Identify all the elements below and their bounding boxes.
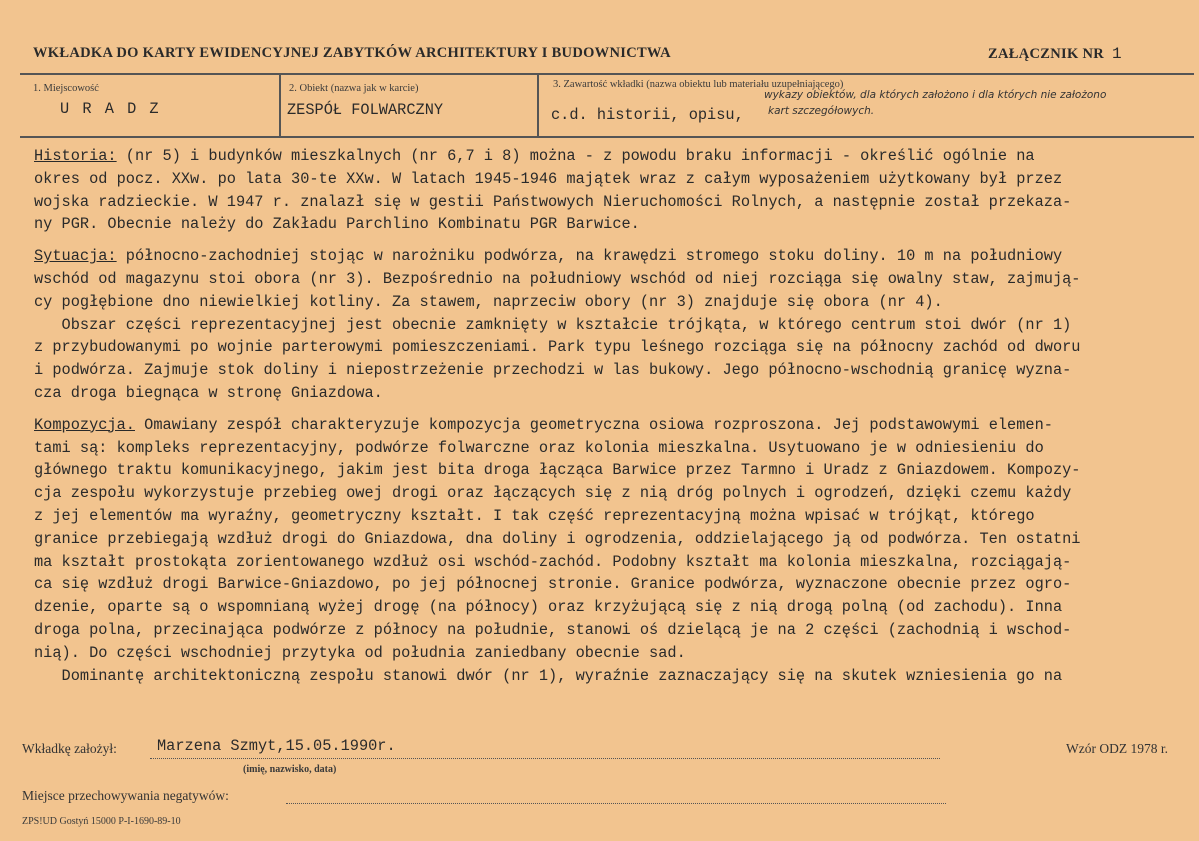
attachment-number: 1 — [1112, 45, 1122, 63]
place-value: U R A D Z — [60, 100, 161, 118]
header-bottom-rule — [20, 136, 1194, 138]
sytuacja-line: z przybudowanymi po wojnie parterowymi pomieszczeniami. Park typu leśnego rozciąga się na północny zachód od dworu — [34, 338, 1081, 357]
kompozycja-line: Kompozycja. Omawiany zespół charakteryzuje kompozycja geometryczna osiowa rozproszona. Jej podstawowymi elemen- — [34, 415, 1053, 434]
kompozycja-line: głównego traktu komunikacyjnego, jakim jest bita droga łącząca Barwice przez Tarmno i Uradz z Gniazdowem. Kompozy- — [34, 461, 1081, 480]
attachment-label-group — [988, 45, 1122, 63]
object-value: ZESPÓŁ FOLWARCZNY — [287, 101, 444, 119]
negatives-dotted-line — [286, 803, 946, 804]
attachment-label: ZAŁĄCZNIK NR — [988, 46, 1104, 62]
kompozycja-heading: Kompozycja. — [34, 415, 135, 434]
content-value: c.d. historii, opisu, — [551, 106, 744, 124]
kompozycja-line: ca się wzdłuż drogi Barwice-Gniazdowo, po jej północnej stronie. Granice podwórza, wyznaczone obecnie przez ogro- — [34, 575, 1072, 594]
content-handwritten-line-2: kart szczegółowych. — [768, 105, 875, 117]
kompozycja-line: droga polna, przecinająca podwórze z północy na południe, stanowi oś dzielącą je na 2 części (zachodnią i wschod- — [34, 620, 1072, 639]
sytuacja-line: wschód od magazynu stoi obora (nr 3). Bezpośrednio na południowy wschód od niej rozciąga się owalny staw, zajmują- — [34, 269, 1081, 288]
sytuacja-line: i podwórza. Zajmuje stok doliny i niepostrzeżenie przechodzi w las bukowy. Jego północno-wschodnią granicę wyzna- — [34, 361, 1072, 380]
founded-value: Marzena Szmyt,15.05.1990r. — [157, 737, 396, 755]
sytuacja-line: Obszar części reprezentacyjnej jest obecnie zamknięty w kształcie trójkąta, w którego centrum stoi dwór (nr 1) — [34, 315, 1072, 334]
document-body — [34, 145, 1184, 687]
founded-sub-label: (imię, nazwisko, data) — [243, 764, 337, 775]
place-label: 1. Miejscowość — [33, 83, 99, 94]
form-model: Wzór ODZ 1978 r. — [1066, 741, 1168, 756]
form-title: WKŁADKA DO KARTY EWIDENCYJNEJ ZABYTKÓW ARCHITEKTURY I BUDOWNICTWA — [33, 45, 671, 61]
historia-heading: Historia: — [34, 147, 117, 165]
founded-dotted-line — [150, 758, 940, 759]
kompozycja-line: cja zespołu wykorzystuje przebieg owej drogi oraz łączących się z nią dróg polnych i ogrodzeń, dzięki czemu każdy — [34, 484, 1072, 503]
object-label: 2. Obiekt (nazwa jak w karcie) — [289, 83, 419, 94]
kompozycja-line: ma kształt prostokąta zorientowanego wzdłuż osi wschód-zachód. Podobny kształt ma kolonia mieszkalna, rozciągają- — [34, 552, 1072, 571]
historia-line: wojska radzieckie. W 1947 r. znalazł się w gestii Państwowych Nieruchomości Rolnych, a następnie został przekaza- — [34, 192, 1072, 211]
sytuacja-line: Sytuacja: północno-zachodniej stojąc w narożniku podwórza, na krawędzi stromego stoku doliny. 10 m na południowy — [34, 247, 1063, 266]
historia-line: okres od pocz. XXw. po lata 30-te XXw. W latach 1945-1946 majątek wraz z całym wyposażeniem użytkowany był przez — [34, 169, 1063, 188]
kompozycja-line: z jej elementów ma wyraźny, geometryczny kształt. I tak część reprezentacyjną można wpisać w trójkąt, którego — [34, 506, 1035, 525]
sytuacja-heading: Sytuacja: — [34, 247, 117, 266]
content-handwritten-line-1: wykazy obiektów, dla których założono i dla których nie założono — [764, 89, 1107, 101]
kompozycja-line: dzenie, oparte są o wspomnianą wyżej drogę (na północy) oraz krzyżującą się z nią drogą polną (od zachodu). Inna — [34, 598, 1063, 617]
printer-info: ZPS!UD Gostyń 15000 P-I-1690-89-10 — [22, 816, 181, 827]
negatives-label: Miejsce przechowywania negatywów: — [22, 788, 229, 803]
kompozycja-line: tami są: kompleks reprezentacyjny, podwórze folwarczne oraz kolonia mieszkalna. Usytuowano je w odniesieniu do — [34, 438, 1044, 457]
header-divider-2 — [537, 73, 539, 137]
content-label: 3. Zawartość wkładki (nazwa obiektu lub materiału uzupełniającego) — [553, 79, 844, 90]
founded-label: Wkładkę założył: — [22, 741, 117, 756]
kompozycja-line: granice przebiegają wzdłuż drogi do Gniazdowa, dna doliny i ogrodzenia, oddzielającego ją od podwórza. Ten ostatni — [34, 529, 1081, 548]
kompozycja-line: nią). Do części wschodniej przytyka od południa zaniedbany obecnie sad. — [34, 643, 686, 662]
header-divider-1 — [279, 73, 281, 137]
sytuacja-line: cy pogłębione dno niewielkiej kotliny. Za stawem, naprzeciw obory (nr 3) znajduje się obora (nr 4). — [34, 292, 943, 311]
historia-line: Historia: (nr 5) i budynków mieszkalnych (nr 6,7 i 8) można - z powodu braku informacji - określić ogólnie na — [34, 147, 1035, 165]
historia-line: ny PGR. Obecnie należy do Zakładu Parchlino Kombinatu PGR Barwice. — [34, 215, 640, 234]
sytuacja-line: cza droga biegnąca w stronę Gniazdowa. — [34, 383, 383, 402]
header-top-rule — [20, 73, 1194, 75]
kompozycja-line: Dominantę architektoniczną zespołu stanowi dwór (nr 1), wyraźnie zaznaczający się na skutek wzniesienia go na — [34, 666, 1063, 685]
